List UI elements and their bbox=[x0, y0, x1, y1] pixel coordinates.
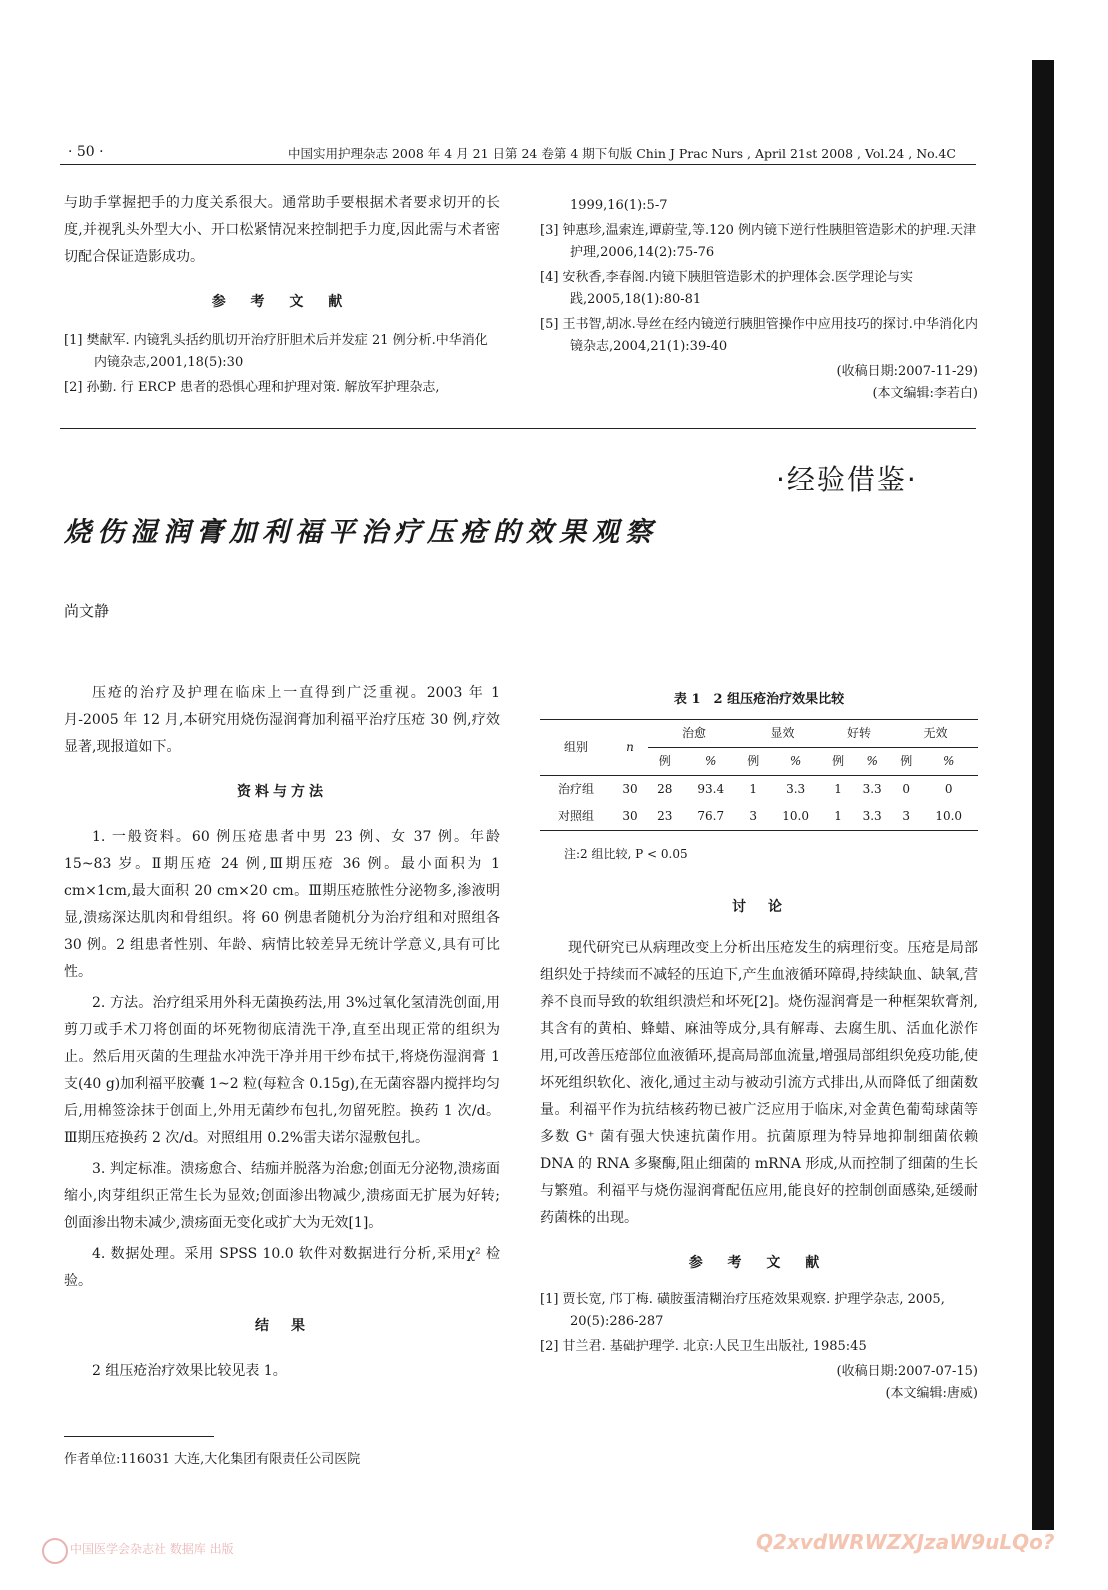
table-cell: 0 bbox=[902, 782, 911, 796]
row-group: 对照组 bbox=[557, 809, 594, 823]
author-affiliation: 作者单位:116031 大连,大化集团有限责任公司医院 bbox=[64, 1452, 361, 1467]
page-number: · 50 · bbox=[68, 144, 104, 160]
sub-count: 例 bbox=[747, 754, 760, 768]
table-cell: 1 bbox=[834, 782, 842, 796]
sub-pct: % bbox=[789, 754, 802, 768]
sub-pct: % bbox=[866, 754, 878, 768]
table-cell: 3.3 bbox=[862, 782, 882, 796]
scan-edge-bar bbox=[1032, 60, 1054, 1530]
received-date: (收稿日期:2007-07-15) bbox=[836, 1364, 978, 1379]
watermark-right: Q2xvdWRWZXJzaW9uLQo? bbox=[756, 1530, 1055, 1554]
intro-paragraph: 压疮的治疗及护理在临床上一直得到广泛重视。2003 年 1 月-2005 年 12 月,本研究用烧伤湿润膏加利福平治疗压疮 30 例,疗效显著,现报道如下。 bbox=[64, 685, 500, 755]
methods-paragraph-1: 1. 一般资料。60 例压疮患者中男 23 例、女 37 例。年龄 15~83 岁。Ⅱ期压疮 24 例,Ⅲ期压疮 36 例。最小面积为 1 cm×1cm,最大面积 20 cm×20 cm。Ⅲ期压疮脓性分泌物多,渗液明显,溃疡深达肌肉和骨组织。将 60 例患者随机分为治疗组和对照组各 30 例。2 组患者性别、年龄、病情比较差异无统计学意义,具有可比性。 bbox=[64, 829, 500, 980]
sub-pct: % bbox=[705, 754, 717, 768]
section-label: ·经验借鉴· bbox=[776, 463, 918, 496]
discussion-heading: 讨 论 bbox=[732, 899, 786, 915]
outcome-header-ineffective: 无效 bbox=[893, 720, 978, 748]
table-note: 注:2 组比较, P < 0.05 bbox=[564, 847, 688, 861]
prev-ref-3: [3] 钟惠珍,温索连,谭蔚莹,等.120 例内镜下逆行性胰胆管造影术的护理.天津护理,2006,14(2):75-76 bbox=[540, 223, 977, 260]
methods-paragraph-3: 3. 判定标准。溃疡愈合、结痂并脱落为治愈;创面无分泌物,溃疡面缩小,肉芽组织正常生长为显效;创面渗出物减少,溃疡面无扩展为好转;创面渗出物未减少,溃疡面无变化或扩大为无效[1]。 bbox=[64, 1161, 500, 1231]
row-group: 治疗组 bbox=[557, 782, 594, 796]
table-cell: 3 bbox=[749, 809, 758, 823]
journal-citation: 中国实用护理杂志 2008 年 4 月 21 日第 24 卷第 4 期下旬版 Chin J Prac Nurs , April 21st 2008 , Vol.24 , No.4C bbox=[288, 146, 956, 161]
results-heading: 结 果 bbox=[255, 1318, 309, 1334]
table-cell: 28 bbox=[657, 782, 673, 796]
table-cell: 93.4 bbox=[697, 782, 725, 796]
table-row bbox=[540, 803, 978, 831]
row-n: 30 bbox=[622, 809, 638, 823]
results-table bbox=[540, 719, 978, 831]
article-separator-rule bbox=[60, 428, 976, 429]
col-n-header: n bbox=[612, 720, 648, 776]
prev-ref-4: [4] 安秋香,李春阁.内镜下胰胆管造影术的护理体会.医学理论与实践,2005,18(1):80-81 bbox=[540, 270, 913, 307]
article-right-column bbox=[540, 686, 978, 1405]
article-author: 尚文静 bbox=[64, 602, 110, 620]
table-cell: 10.0 bbox=[782, 809, 809, 823]
prev-ref-5: [5] 王书智,胡冰.导丝在经内镜逆行胰胆管操作中应用技巧的探讨.中华消化内镜杂志,2004,21(1):39-40 bbox=[540, 317, 978, 354]
prev-article-body: 与助手掌握把手的力度关系很大。通常助手要根据术者要求切开的长度,并视乳头外型大小、开口松紧情况来控制把手力度,因此需与术者密切配合保证造影成功。 bbox=[64, 195, 500, 265]
article-title: 烧伤湿润膏加利福平治疗压疮的效果观察 bbox=[64, 517, 658, 548]
methods-paragraph-2: 2. 方法。治疗组采用外科无菌换药法,用 3%过氧化氢清洗创面,用剪刀或手术刀将创面的坏死物彻底清洗干净,直至出现正常的组织为止。然后用灭菌的生理盐水冲洗干净并用干纱布拭干,将烧伤湿润膏 1 支(40 g)加利福平胶囊 1~2 粒(每粒含 0.15g),在无菌容器内搅拌均匀后,用棉签涂抹于创面上,外用无菌纱布包扎,勿留死腔。换药 1 次/d。Ⅲ期压疮换药 2 次/d。对照组用 0.2%雷夫诺尔湿敷包扎。 bbox=[64, 995, 500, 1146]
prev-article-right-column bbox=[540, 195, 978, 405]
prev-editor: (本文编辑:李若白) bbox=[872, 386, 978, 401]
prev-article-left-column bbox=[64, 190, 500, 402]
ref-1: [1] 贾长宽, 邝丁梅. 磺胺蛋清糊治疗压疮效果观察. 护理学杂志, 2005, 20(5):286-287 bbox=[540, 1292, 945, 1329]
outcome-header-cured: 治愈 bbox=[648, 720, 740, 748]
table-cell: 3.3 bbox=[786, 782, 806, 796]
publisher-logo-icon bbox=[42, 1538, 68, 1564]
col-group-header: 组别 bbox=[540, 720, 612, 776]
row-n: 30 bbox=[622, 782, 638, 796]
refs-heading: 参 考 文 献 bbox=[688, 1255, 830, 1271]
table-cell: 10.0 bbox=[935, 809, 963, 823]
table-cell: 76.7 bbox=[697, 809, 725, 823]
article-editor: (本文编辑:唐威) bbox=[885, 1386, 978, 1401]
table-cell: 1 bbox=[834, 809, 842, 823]
methods-heading: 资料与方法 bbox=[237, 784, 327, 800]
results-paragraph: 2 组压疮治疗效果比较见表 1。 bbox=[92, 1363, 287, 1379]
table-row bbox=[540, 776, 978, 804]
discussion-paragraph: 现代研究已从病理改变上分析出压疮发生的病理衍变。压疮是局部组织处于持续而不减轻的压迫下,产生血液循环障碍,持续缺血、缺氧,营养不良而导致的软组织溃烂和坏死[2]。烧伤湿润膏是一种框架软膏剂,其含有的黄柏、蜂蜡、麻油等成分,具有解毒、去腐生肌、活血化淤作用,可改善压疮部位血液循环,提高局部血流量,增强局部组织免疫功能,使坏死组织软化、液化,通过主动与被动引流方式排出,从而降低了细菌数量。利福平作为抗结核药物已被广泛应用于临床,对金黄色葡萄球菌等多数 G⁺ 菌有强大快速抗菌作用。抗菌原理为特异地抑制细菌依赖 DNA 的 RNA 多聚酶,阻止细菌的 mRNA 形成,从而控制了细菌的生长与繁殖。利福平与烧伤湿润膏配伍应用,能良好的控制创面感染,延缓耐药菌株的出现。 bbox=[540, 940, 978, 1226]
prev-ref-2-cont: 1999,16(1):5-7 bbox=[570, 198, 668, 213]
sub-count: 例 bbox=[900, 754, 913, 768]
running-header bbox=[60, 140, 976, 164]
table-cell: 3 bbox=[902, 809, 911, 823]
ref-2: [2] 甘兰君. 基础护理学. 北京:人民卫生出版社, 1985:45 bbox=[540, 1339, 867, 1354]
table-cell: 3.3 bbox=[862, 809, 882, 823]
prev-ref-2: [2] 孙勤. 行 ERCP 患者的恐惧心理和护理对策. 解放军护理杂志, bbox=[64, 380, 440, 395]
article-left-column bbox=[64, 680, 500, 1385]
sub-count: 例 bbox=[658, 754, 671, 768]
methods-paragraph-4: 4. 数据处理。采用 SPSS 10.0 软件对数据进行分析,采用χ² 检验。 bbox=[64, 1246, 500, 1289]
table-cell: 0 bbox=[944, 782, 953, 796]
footnote-rule bbox=[64, 1436, 214, 1437]
outcome-header-marked: 显效 bbox=[740, 720, 825, 748]
prev-refs-heading: 参 考 文 献 bbox=[211, 294, 353, 310]
table-header-row bbox=[540, 720, 978, 748]
outcome-header-improved: 好转 bbox=[825, 720, 893, 748]
header-rule bbox=[60, 164, 976, 165]
prev-ref-1: [1] 樊献军. 内镜乳头括约肌切开治疗肝胆术后并发症 21 例分析.中华消化内镜杂志,2001,18(5):30 bbox=[64, 333, 488, 370]
prev-received-date: (收稿日期:2007-11-29) bbox=[836, 364, 978, 379]
table-cell: 1 bbox=[749, 782, 758, 796]
sub-count: 例 bbox=[832, 754, 845, 768]
table-caption: 表 1 2 组压疮治疗效果比较 bbox=[673, 692, 845, 707]
watermark-left: 中国医学会杂志社 数据库 出版 bbox=[70, 1542, 234, 1556]
table-cell: 23 bbox=[657, 809, 673, 823]
sub-pct: % bbox=[943, 754, 955, 768]
